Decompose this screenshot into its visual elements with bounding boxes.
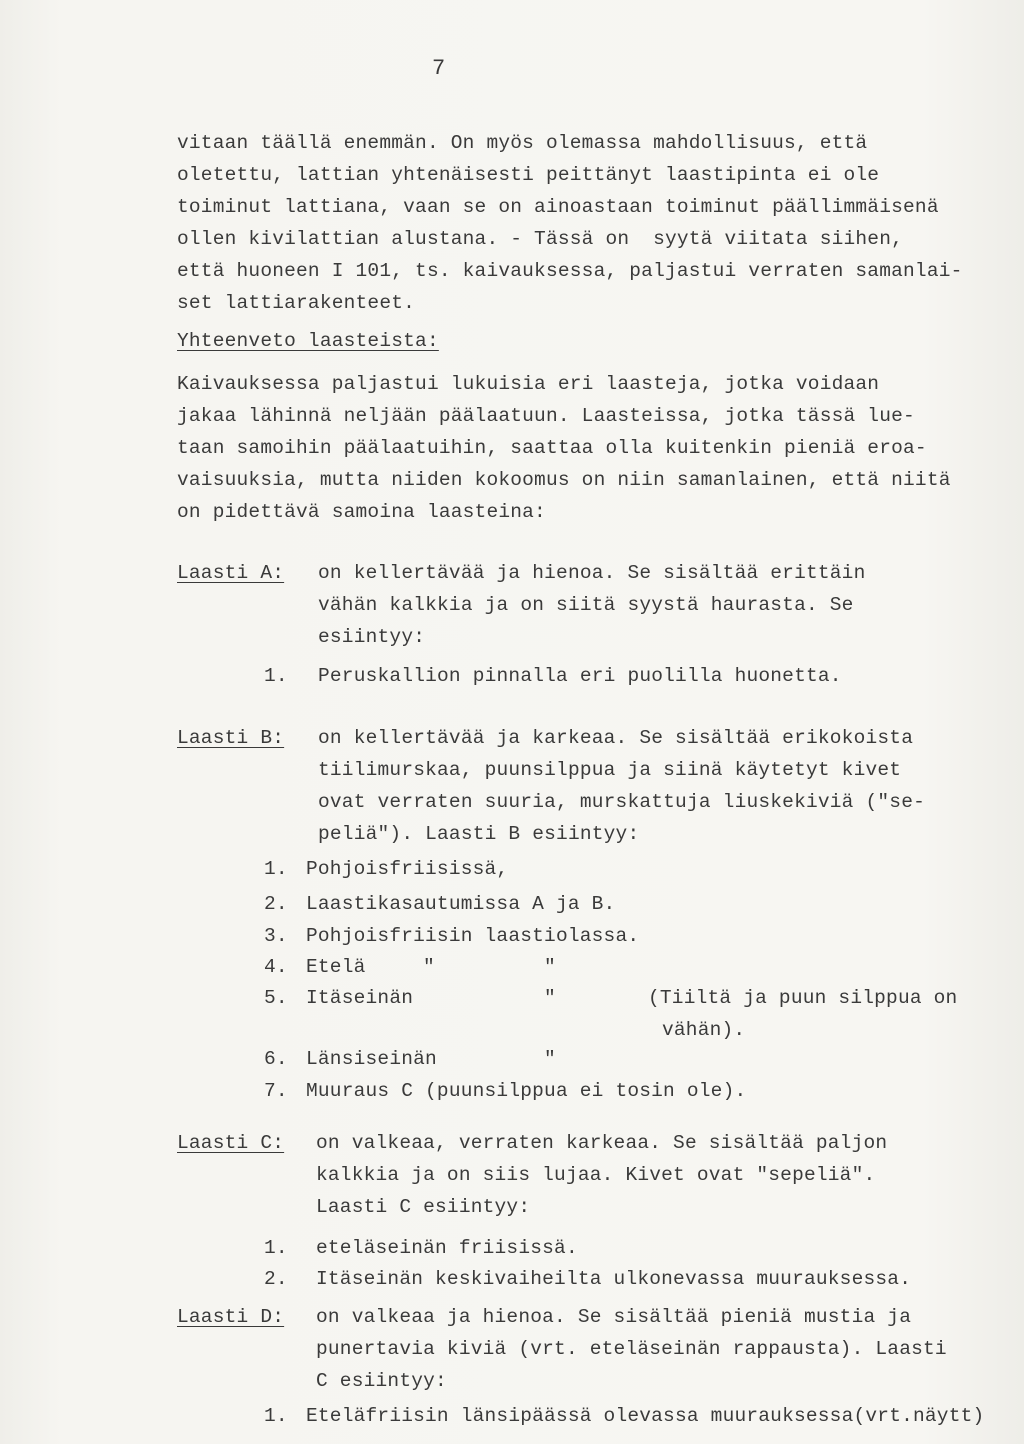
intro-line-3: toiminut lattiana, vaan se on ainoastaan toiminut päällimmäisenä xyxy=(177,196,939,218)
summary-line-2: jakaa lähinnä neljään päälaatuun. Laasteissa, jotka tässä lue- xyxy=(177,405,915,427)
laasti-b-item-6-text: Länsiseinän xyxy=(306,1048,437,1070)
laasti-c-desc-1: on valkeaa, verraten karkeaa. Se sisältää paljon xyxy=(316,1132,888,1154)
laasti-c-label: Laasti C: xyxy=(177,1132,285,1154)
laasti-b-item-6-ditto: " xyxy=(544,1048,556,1070)
laasti-c-item-2-num: 2. xyxy=(264,1268,288,1290)
laasti-a-item-text: Peruskallion pinnalla eri puolilla huonetta. xyxy=(318,665,842,687)
laasti-d-desc-1: on valkeaa ja hienoa. Se sisältää pieniä mustia ja xyxy=(316,1306,912,1328)
laasti-b-item-3-text: Pohjoisfriisin laastiolassa. xyxy=(306,925,640,947)
laasti-a-label: Laasti A: xyxy=(177,562,285,584)
laasti-c-item-1-text: eteläseinän friisissä. xyxy=(316,1237,578,1259)
laasti-d-label: Laasti D: xyxy=(177,1306,285,1328)
laasti-a-desc-1: on kellertävää ja hienoa. Se sisältää erittäin xyxy=(318,562,866,584)
summary-heading: Yhteenveto laasteista: xyxy=(177,330,439,352)
summary-line-3: taan samoihin päälaatuihin, saattaa olla kuitenkin pieniä eroa- xyxy=(177,437,927,459)
laasti-b-item-3-num: 3. xyxy=(264,925,288,947)
laasti-b-item-2-num: 2. xyxy=(264,893,288,915)
laasti-b-item-5-text: Itäseinän xyxy=(306,987,414,1009)
laasti-b-item-5-num: 5. xyxy=(264,987,288,1009)
laasti-c-desc-3: Laasti C esiintyy: xyxy=(316,1196,531,1218)
laasti-b-item-6-num: 6. xyxy=(264,1048,288,1070)
page-number: 7 xyxy=(432,56,446,81)
laasti-d-item-1-text: Eteläfriisin länsipäässä olevassa muurauksessa(vrt.näytt) xyxy=(306,1405,985,1427)
laasti-b-item-5-note-cont: vähän). xyxy=(662,1019,746,1041)
laasti-b-item-2-text: Laastikasautumissa A ja B. xyxy=(306,893,616,915)
intro-line-6: set lattiarakenteet. xyxy=(177,292,416,314)
laasti-c-item-2-text: Itäseinän keskivaiheilta ulkonevassa muurauksessa. xyxy=(316,1268,912,1290)
laasti-b-item-7-num: 7. xyxy=(264,1080,288,1102)
laasti-b-label: Laasti B: xyxy=(177,727,285,749)
intro-line-4: ollen kivilattian alustana. - Tässä on syytä viitata siihen, xyxy=(177,228,904,250)
laasti-d-desc-3: C esiintyy: xyxy=(316,1370,447,1392)
summary-line-4: vaisuuksia, mutta niiden kokoomus on niin samanlainen, että niitä xyxy=(177,469,951,491)
laasti-b-item-5-note: (Tiiltä ja puun silppua on xyxy=(648,987,958,1009)
laasti-b-item-5-ditto: " xyxy=(544,987,556,1009)
summary-line-5: on pidettävä samoina laasteina: xyxy=(177,501,546,523)
laasti-b-item-1-num: 1. xyxy=(264,858,288,880)
laasti-b-item-4-ditto-2: " xyxy=(544,956,556,978)
laasti-a-desc-3: esiintyy: xyxy=(318,626,426,648)
laasti-b-item-7-text: Muuraus C (puunsilppua ei tosin ole). xyxy=(306,1080,747,1102)
laasti-b-desc-3: ovat verraten suuria, murskattuja liuskekiviä ("se- xyxy=(318,791,925,813)
laasti-b-item-4-num: 4. xyxy=(264,956,288,978)
laasti-b-desc-4: peliä"). Laasti B esiintyy: xyxy=(318,823,640,845)
intro-line-5: että huoneen I 101, ts. kaivauksessa, paljastui verraten samanlai- xyxy=(177,260,963,282)
laasti-a-item-num: 1. xyxy=(264,665,288,687)
laasti-a-desc-2: vähän kalkkia ja on siitä syystä haurasta. Se xyxy=(318,594,854,616)
laasti-b-item-4-ditto-1: " xyxy=(423,956,435,978)
laasti-b-desc-2: tiilimurskaa, puunsilppua ja siinä käytetyt kivet xyxy=(318,759,902,781)
laasti-d-desc-2: punertavia kiviä (vrt. eteläseinän rappausta). Laasti xyxy=(316,1338,947,1360)
laasti-b-item-1-text: Pohjoisfriisissä, xyxy=(306,858,509,880)
laasti-c-desc-2: kalkkia ja on siis lujaa. Kivet ovat "sepeliä". xyxy=(316,1164,876,1186)
intro-line-2: oletettu, lattian yhtenäisesti peittänyt laastipinta ei ole xyxy=(177,164,880,186)
laasti-c-item-1-num: 1. xyxy=(264,1237,288,1259)
summary-line-1: Kaivauksessa paljastui lukuisia eri laasteja, jotka voidaan xyxy=(177,373,880,395)
laasti-b-desc-1: on kellertävää ja karkeaa. Se sisältää erikokoista xyxy=(318,727,914,749)
laasti-b-item-4-text: Etelä xyxy=(306,956,366,978)
intro-line-1: vitaan täällä enemmän. On myös olemassa mahdollisuus, että xyxy=(177,132,868,154)
laasti-d-item-1-num: 1. xyxy=(264,1405,288,1427)
